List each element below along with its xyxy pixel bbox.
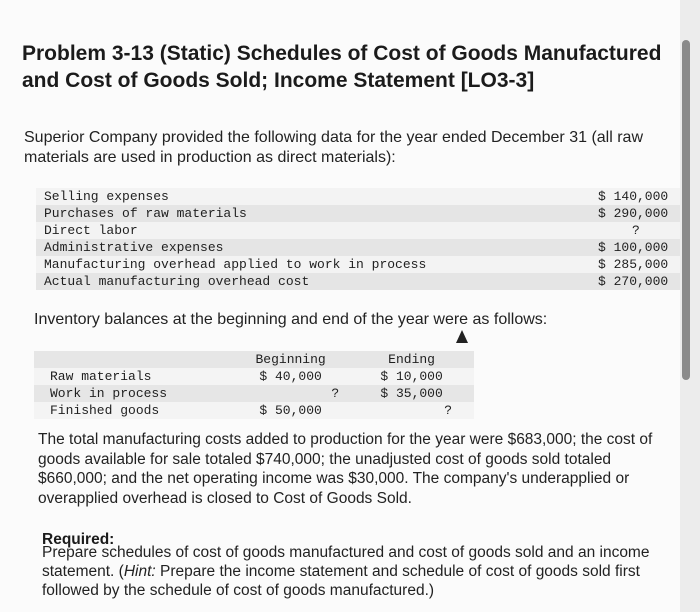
row-label: Actual manufacturing overhead cost [36, 273, 598, 290]
row-label: Purchases of raw materials [36, 205, 598, 222]
row-label: Work in process [34, 385, 232, 402]
beginning-value: $ 40,000 [232, 368, 349, 385]
row-label: Finished goods [34, 402, 232, 419]
row-amount: $ 285,000 [598, 256, 682, 273]
required-text-part: Prepare schedules of cost of goods manufactured and cost of goods sold and an income statement. ( [42, 544, 650, 580]
required-text-part: Prepare the income statement and schedule of cost of goods sold first followed by the schedule of cost of goods manufactured.) [42, 563, 640, 599]
table-row [36, 256, 682, 273]
scrollbar-thumb[interactable] [682, 40, 690, 380]
table-row [36, 239, 682, 256]
row-amount: $ 140,000 [598, 188, 682, 205]
table-row [36, 222, 682, 239]
row-amount: ? [598, 222, 682, 239]
row-label: Administrative expenses [36, 239, 598, 256]
table-row [36, 205, 682, 222]
row-amount: $ 100,000 [598, 239, 682, 256]
table-row [36, 273, 682, 290]
header-beginning: Beginning [232, 351, 349, 368]
required-text [42, 543, 672, 600]
ending-value: ? [349, 402, 474, 419]
beginning-value: $ 50,000 [232, 402, 349, 419]
table-row [36, 188, 682, 205]
header-ending: Ending [349, 351, 474, 368]
table-row [34, 402, 474, 419]
row-label: Raw materials [34, 368, 232, 385]
table-header-row [34, 351, 474, 368]
page-title: Problem 3-13 (Static) Schedules of Cost of Goods Manufactured and Cost of Goods Sold; Income Statement [LO3-3] [22, 42, 662, 92]
problem-paragraph: The total manufacturing costs added to production for the year were $683,000; the cost of goods available for sale totaled $740,000; the unadjusted cost of goods sold totaled $660,000; and the net operating income was $30,000. The company's underapplied or overapplied overhead is closed to Cost of Goods Sold. [38, 431, 653, 507]
table-row [34, 385, 474, 402]
hint-label: Hint: [123, 563, 156, 580]
ending-value: $ 10,000 [349, 368, 474, 385]
row-label: Manufacturing overhead applied to work in process [36, 256, 598, 273]
row-amount: $ 270,000 [598, 273, 682, 290]
inventory-table [34, 351, 474, 419]
required-heading: Required: [42, 531, 115, 548]
cost-data-table [36, 188, 682, 290]
scrollbar-track[interactable] [680, 0, 700, 612]
table-row [34, 368, 474, 385]
ending-value: $ 35,000 [349, 385, 474, 402]
row-label: Direct labor [36, 222, 598, 239]
beginning-value: ? [232, 385, 349, 402]
row-label: Selling expenses [36, 188, 598, 205]
intro-text: Superior Company provided the following data for the year ended December 31 (all raw materials are used in production as direct materials): [24, 129, 644, 166]
inventory-intro-text: Inventory balances at the beginning and end of the year were as follows: [34, 311, 548, 328]
mouse-cursor-icon [456, 330, 468, 343]
row-amount: $ 290,000 [598, 205, 682, 222]
